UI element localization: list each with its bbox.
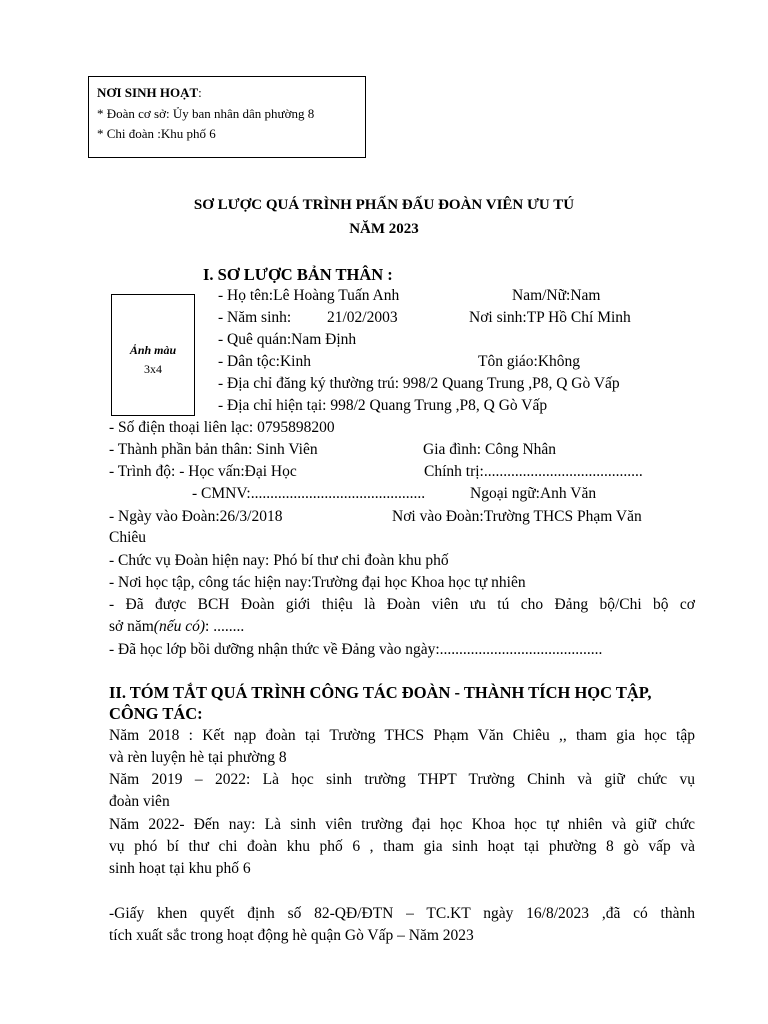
hometown: - Quê quán:Nam Định (218, 331, 357, 348)
activity-2022-line-1: Năm 2022- Đến nay: Là sinh viên trường đại học Khoa học tự nhiên và giữ chức (109, 816, 695, 833)
activity-2019-line-1: Năm 2019 – 2022: Là học sinh trường THPT Trường Chinh và giữ chức vụ (109, 771, 695, 788)
personal-background: - Thành phần bản thân: Sinh Viên (109, 441, 318, 458)
dob-label: - Năm sinh: (218, 309, 292, 326)
award-line-1: -Giấy khen quyết định số 82-QĐ/ĐTN – TC.KT ngày 16/8/2023 ,đã có thành (109, 905, 695, 922)
full-name: - Họ tên:Lê Hoàng Tuấn Anh (218, 287, 400, 304)
birthplace: Nơi sinh:TP Hồ Chí Minh (469, 309, 631, 326)
activity-2018-line-2: và rèn luyện hè tại phường 8 (109, 749, 287, 766)
union-join-place: Nơi vào Đoàn:Trường THCS Phạm Văn (392, 508, 642, 525)
box-youth-union-base: * Đoàn cơ sở: Ủy ban nhân dân phường 8 (97, 106, 315, 121)
document-year: NĂM 2023 (349, 221, 419, 237)
current-address: - Địa chỉ hiện tại: 998/2 Quang Trung ,P8, Q Gò Vấp (218, 397, 548, 414)
education-level: - Trình độ: - Học vấn:Đại Học (109, 463, 297, 480)
current-union-position: - Chức vụ Đoàn hiện nay: Phó bí thư chi đoàn khu phố (109, 552, 449, 569)
current-workplace: - Nơi học tập, công tác hiện nay:Trường đại học Khoa học tự nhiên (109, 574, 526, 591)
ethnicity: - Dân tộc:Kinh (218, 353, 311, 370)
activity-place-box (88, 76, 366, 158)
recommendation-line-1: - Đã được BCH Đoàn giới thiệu là Đoàn viên ưu tú cho Đảng bộ/Chi bộ cơ (109, 596, 695, 613)
gender: Nam/Nữ:Nam (512, 287, 601, 304)
photo-placeholder (111, 294, 195, 416)
recommendation-line-2: sở năm(nếu có): ........ (109, 618, 245, 635)
award-line-2: tích xuất sắc trong hoạt động hè quận Gò Vấp – Năm 2023 (109, 927, 474, 944)
family-background: Gia đình: Công Nhân (423, 441, 557, 458)
permanent-address: - Địa chỉ đăng ký thường trú: 998/2 Quang Trung ,P8, Q Gò Vấp (218, 375, 620, 392)
section-1-heading: I. SƠ LƯỢC BẢN THÂN : (203, 265, 393, 284)
party-class-attended: - Đã học lớp bồi dưỡng nhận thức về Đảng vào ngày:.......................................... (109, 641, 603, 658)
box-youth-branch: * Chi đoàn :Khu phố 6 (97, 126, 216, 141)
activity-2022-line-3: sinh hoạt tại khu phố 6 (109, 860, 251, 877)
section-2-heading: II. TÓM TẮT QUÁ TRÌNH CÔNG TÁC ĐOÀN - THÀNH TÍCH HỌC TẬP, (109, 683, 652, 702)
union-join-date: - Ngày vào Đoàn:26/3/2018 (109, 508, 283, 525)
activity-2022-line-2: vụ phó bí thư chi đoàn khu phố 6 , tham gia sinh hoạt tại phường 8 gò vấp và (109, 838, 695, 855)
religion: Tôn giáo:Không (478, 353, 581, 370)
foreign-language: Ngoại ngữ:Anh Văn (470, 485, 597, 502)
section-2-heading-cont: CÔNG TÁC: (109, 704, 203, 723)
document-title: SƠ LƯỢC QUÁ TRÌNH PHẤN ĐẤU ĐOÀN VIÊN ƯU TÚ (193, 197, 575, 213)
professional-level: - CMNV:............................................. (192, 485, 426, 502)
box-title: NƠI SINH HOẠT: (97, 85, 202, 100)
activity-2018-line-1: Năm 2018 : Kết nạp đoàn tại Trường THCS Phạm Văn Chiêu ,, tham gia học tập (109, 727, 695, 744)
activity-2019-line-2: đoàn viên (109, 793, 170, 810)
photo-label: Ảnh màu (129, 343, 177, 357)
photo-size: 3x4 (144, 362, 162, 376)
political-level: Chính trị:......................................... (424, 463, 643, 480)
union-join-place-cont: Chiêu (109, 529, 147, 546)
phone: - Số điện thoại liên lạc: 0795898200 (109, 419, 335, 436)
dob-value: 21/02/2003 (327, 309, 398, 326)
